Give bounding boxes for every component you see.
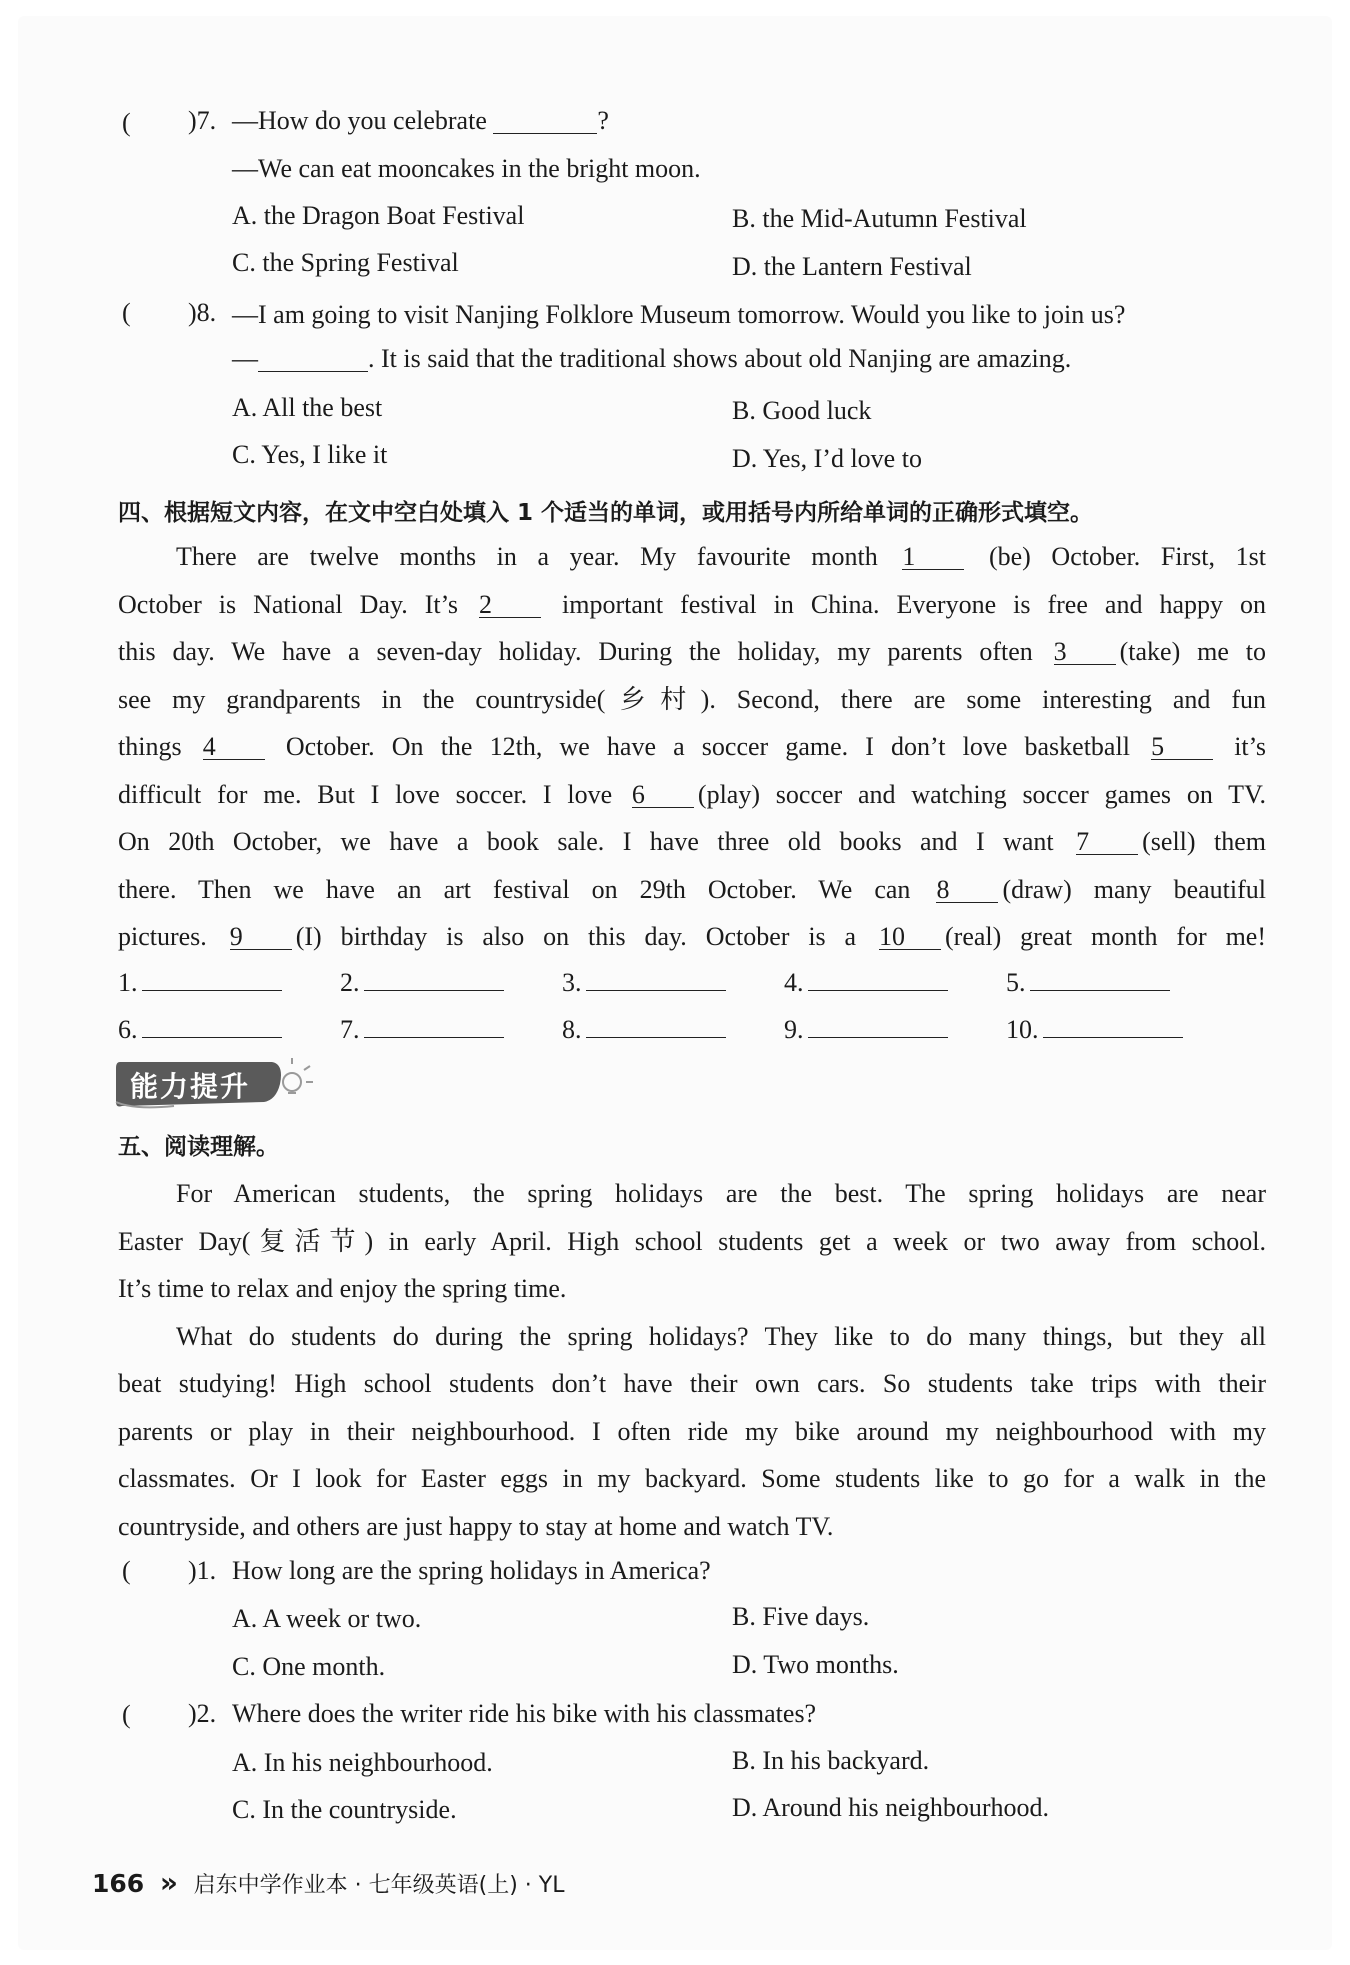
cloze-line bbox=[118, 723, 1266, 771]
para1-line-1: For American students, the spring holidays are the best. The spring holidays are near bbox=[176, 1179, 1266, 1208]
cloze-text: October. On the 12th, we have a soccer game. I don’t love basketball bbox=[268, 732, 1148, 761]
r-q2-option-c: C. In the countryside. bbox=[232, 1795, 457, 1824]
section5-heading: 五、阅读理解。 bbox=[118, 1134, 279, 1160]
answer-slot-1[interactable]: 1. bbox=[118, 968, 282, 998]
cloze-line bbox=[118, 771, 1266, 819]
q8-blank bbox=[258, 347, 368, 372]
cloze-text: (draw) many beautiful bbox=[1002, 874, 1267, 904]
section4-heading: 四、根据短文内容，在文中空白处填入 1 个适当的单词，或用括号内所给单词的正确形式填空。 bbox=[118, 500, 1094, 526]
q7-option-d: D. the Lantern Festival bbox=[732, 252, 972, 281]
cloze-text: it’s bbox=[1217, 732, 1266, 761]
cloze-line bbox=[118, 676, 1266, 724]
cloze-text: There are twelve months in a year. My favourite month bbox=[176, 542, 899, 571]
cloze-line bbox=[118, 866, 1266, 914]
cloze-blank[interactable]: 4 bbox=[203, 735, 265, 760]
cloze-blank[interactable]: 8 bbox=[936, 878, 998, 903]
answer-slot-7[interactable]: 7. bbox=[340, 1015, 504, 1045]
cloze-text: (real) great month for me! bbox=[945, 922, 1266, 951]
cloze-text: pictures. bbox=[118, 922, 226, 951]
cloze-text: On 20th October, we have a book sale. I have three old books and I want bbox=[118, 827, 1073, 856]
cloze-blank[interactable]: 1 bbox=[902, 545, 964, 570]
r-q2-option-a: A. In his neighbourhood. bbox=[232, 1748, 493, 1777]
q7-option-a: A. the Dragon Boat Festival bbox=[232, 201, 525, 230]
cloze-text: see my grandparents in the countryside(乡村). Second, there are some interesting and fun bbox=[118, 684, 1266, 714]
cloze-text: (take) me to bbox=[1119, 637, 1266, 666]
reading-passage bbox=[118, 1170, 1266, 1550]
book-title: 启东中学作业本 · 七年级英语(上) · YL bbox=[193, 1873, 565, 1898]
r-q1-option-c: C. One month. bbox=[232, 1652, 386, 1681]
answer-slot-5[interactable]: 5. bbox=[1006, 968, 1170, 998]
answer-slot-10[interactable]: 10. bbox=[1006, 1015, 1183, 1045]
cloze-blank[interactable]: 7 bbox=[1076, 830, 1138, 855]
cloze-text: things bbox=[118, 732, 199, 761]
para2-line-2: beat studying! High school students don’t have their own cars. So students take trips with their bbox=[118, 1369, 1266, 1398]
q8-question: —I am going to visit Nanjing Folklore Museum tomorrow. Would you like to join us? bbox=[232, 300, 1126, 329]
cloze-text: (be) October. First, 1st bbox=[968, 542, 1266, 571]
q7-question: —How do you celebrate ? bbox=[232, 106, 609, 135]
answer-row-1 bbox=[118, 968, 1218, 1008]
para2-line-3: parents or play in their neighbourhood. I often ride my bike around my neighbourhood with my bbox=[118, 1416, 1266, 1446]
cloze-text: (sell) them bbox=[1142, 827, 1266, 856]
r-q1-option-b: B. Five days. bbox=[732, 1602, 870, 1631]
r-q1-question: How long are the spring holidays in America? bbox=[232, 1556, 711, 1585]
cloze-line bbox=[118, 913, 1266, 961]
q8-option-a: A. All the best bbox=[232, 393, 383, 422]
double-chevron-icon: » bbox=[159, 1866, 178, 1899]
q8-option-d: D. Yes, I’d love to bbox=[732, 444, 922, 473]
para2-line-4: classmates. Or I look for Easter eggs in my backyard. Some students like to go for a walk in the bbox=[118, 1464, 1266, 1493]
r-q2-option-d: D. Around his neighbourhood. bbox=[732, 1793, 1050, 1822]
cloze-line bbox=[118, 533, 1266, 581]
q8-option-c: C. Yes, I like it bbox=[232, 440, 388, 469]
q8-answer: — . It is said that the traditional shows about old Nanjing are amazing. bbox=[232, 344, 1072, 373]
cloze-blank[interactable]: 9 bbox=[230, 925, 292, 950]
answer-slot-8[interactable]: 8. bbox=[562, 1015, 726, 1045]
cloze-text: October is National Day. It’s bbox=[118, 589, 476, 619]
r-q1-option-d: D. Two months. bbox=[732, 1650, 899, 1679]
answer-slot-4[interactable]: 4. bbox=[784, 968, 948, 998]
cloze-blank[interactable]: 6 bbox=[632, 783, 694, 808]
page-footer bbox=[92, 1866, 564, 1899]
lightbulb-icon bbox=[283, 1073, 301, 1091]
r-q2-question: Where does the writer ride his bike with his classmates? bbox=[232, 1699, 817, 1728]
para2-line-5: countryside, and others are just happy to stay at home and watch TV. bbox=[118, 1511, 834, 1541]
r-q2-option-b: B. In his backyard. bbox=[732, 1746, 930, 1775]
r-q1-paren: ( bbox=[122, 1556, 131, 1585]
q7-answer: —We can eat mooncakes in the bright moon. bbox=[232, 154, 701, 183]
answer-row-2 bbox=[118, 1015, 1218, 1055]
cloze-blank[interactable]: 10 bbox=[879, 925, 941, 950]
q7-paren: ( bbox=[122, 108, 131, 137]
cloze-passage bbox=[118, 533, 1266, 961]
q7-option-b: B. the Mid-Autumn Festival bbox=[732, 204, 1027, 233]
cloze-text: there. Then we have an art festival on 29th October. We can bbox=[118, 874, 933, 904]
badge-label: 能力提升 bbox=[130, 1070, 251, 1103]
cloze-text: (I) birthday is also on this day. October is a bbox=[295, 922, 875, 951]
r-q2-paren: ( bbox=[122, 1700, 131, 1729]
cloze-text: important festival in China. Everyone is free and happy on bbox=[545, 589, 1266, 619]
cloze-text: this day. We have a seven-day holiday. During the holiday, my parents often bbox=[118, 637, 1050, 666]
answer-slot-2[interactable]: 2. bbox=[340, 968, 504, 998]
r-q1-option-a: A. A week or two. bbox=[232, 1604, 422, 1633]
cloze-blank[interactable]: 3 bbox=[1054, 640, 1116, 665]
answer-slot-3[interactable]: 3. bbox=[562, 968, 726, 998]
para1-line-3: It’s time to relax and enjoy the spring time. bbox=[118, 1274, 567, 1303]
answer-slot-6[interactable]: 6. bbox=[118, 1015, 282, 1045]
r-q1-number: )1. bbox=[188, 1556, 217, 1585]
page-number: 166 bbox=[92, 1869, 145, 1898]
cloze-line bbox=[118, 818, 1266, 866]
cloze-text: (play) soccer and watching soccer games on TV. bbox=[697, 779, 1266, 809]
q7-number: )7. bbox=[188, 106, 217, 135]
cloze-blank[interactable]: 2 bbox=[479, 593, 541, 618]
r-q2-number: )2. bbox=[188, 1699, 217, 1728]
q8-option-b: B. Good luck bbox=[732, 396, 872, 425]
q7-blank bbox=[493, 109, 597, 134]
cloze-line bbox=[118, 581, 1266, 629]
cloze-text: difficult for me. But I love soccer. I love bbox=[118, 779, 628, 809]
cloze-blank[interactable]: 5 bbox=[1151, 735, 1213, 760]
answer-slot-9[interactable]: 9. bbox=[784, 1015, 948, 1045]
para1-line-2: Easter Day(复活节) in early April. High school students get a week or two away from school. bbox=[118, 1226, 1266, 1256]
q7-option-c: C. the Spring Festival bbox=[232, 248, 459, 277]
cloze-line bbox=[118, 628, 1266, 676]
para2-line-1: What do students do during the spring holidays? They like to do many things, but they all bbox=[176, 1321, 1266, 1351]
q8-paren: ( bbox=[122, 298, 131, 327]
ability-boost-badge bbox=[114, 1056, 314, 1110]
q8-number: )8. bbox=[188, 298, 217, 327]
